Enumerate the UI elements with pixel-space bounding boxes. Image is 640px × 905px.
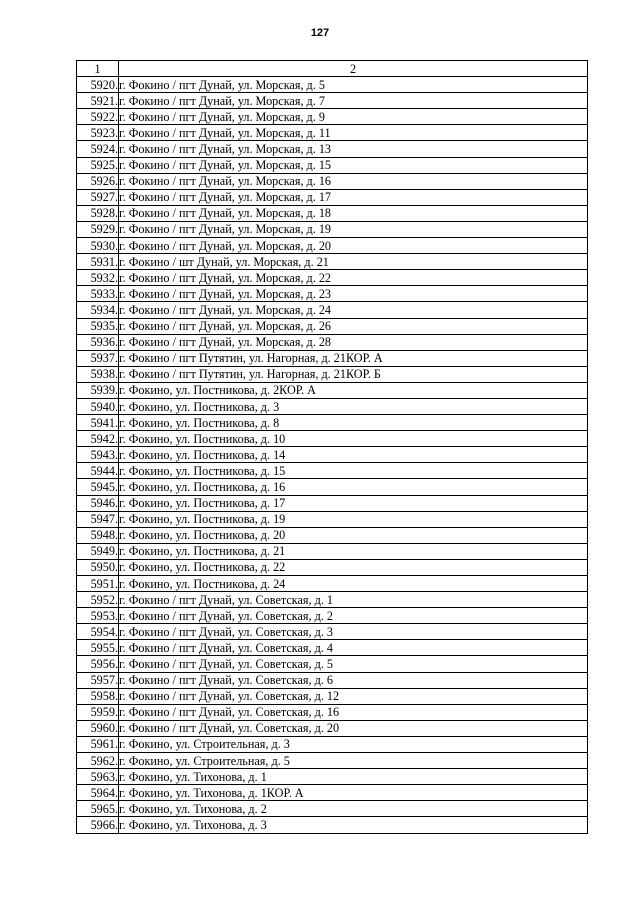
row-number: 5961. xyxy=(77,736,119,752)
table-row xyxy=(77,189,588,205)
table-row xyxy=(77,495,588,511)
table-row xyxy=(77,527,588,543)
row-address: г. Фокино, ул. Постникова, д. 17 xyxy=(119,495,588,511)
table-row xyxy=(77,270,588,286)
table-row xyxy=(77,624,588,640)
row-number: 5922. xyxy=(77,109,119,125)
table-row xyxy=(77,398,588,414)
table-header-row xyxy=(77,61,588,77)
row-address: г. Фокино, ул. Постникова, д. 21 xyxy=(119,543,588,559)
table-row xyxy=(77,511,588,527)
row-address: г. Фокино / пгт Путятин, ул. Нагорная, д. 21КОР. А xyxy=(119,350,588,366)
table-row xyxy=(77,753,588,769)
row-address: г. Фокино / пгт Дунай, ул. Советская, д. 2 xyxy=(119,608,588,624)
row-number: 5952. xyxy=(77,592,119,608)
row-number: 5924. xyxy=(77,141,119,157)
row-address: г. Фокино / пгт Дунай, ул. Морская, д. 16 xyxy=(119,173,588,189)
row-address: г. Фокино, ул. Постникова, д. 22 xyxy=(119,559,588,575)
row-number: 5920. xyxy=(77,77,119,93)
page-number: 127 xyxy=(310,27,330,39)
row-address: г. Фокино, ул. Строительная, д. 3 xyxy=(119,736,588,752)
row-number: 5942. xyxy=(77,431,119,447)
address-table xyxy=(76,60,588,834)
row-address: г. Фокино / пгт Дунай, ул. Советская, д. 4 xyxy=(119,640,588,656)
row-address: г. Фокино, ул. Строительная, д. 5 xyxy=(119,753,588,769)
row-address: г. Фокино / пгт Дунай, ул. Советская, д. 1 xyxy=(119,592,588,608)
row-number: 5953. xyxy=(77,608,119,624)
row-address: г. Фокино, ул. Постникова, д. 24 xyxy=(119,576,588,592)
row-number: 5963. xyxy=(77,769,119,785)
row-number: 5956. xyxy=(77,656,119,672)
row-address: г. Фокино, ул. Постникова, д. 3 xyxy=(119,398,588,414)
table-row xyxy=(77,366,588,382)
table-row xyxy=(77,254,588,270)
table-row xyxy=(77,656,588,672)
row-number: 5949. xyxy=(77,543,119,559)
table-row xyxy=(77,125,588,141)
row-address: г. Фокино, ул. Постникова, д. 20 xyxy=(119,527,588,543)
row-number: 5934. xyxy=(77,302,119,318)
row-address: г. Фокино, ул. Постникова, д. 14 xyxy=(119,447,588,463)
table-row xyxy=(77,286,588,302)
table-row xyxy=(77,415,588,431)
row-number: 5966. xyxy=(77,817,119,833)
table-row xyxy=(77,704,588,720)
row-number: 5925. xyxy=(77,157,119,173)
row-address: г. Фокино, ул. Тихонова, д. 1 xyxy=(119,769,588,785)
row-address: г. Фокино / пгт Дунай, ул. Морская, д. 17 xyxy=(119,189,588,205)
row-number: 5923. xyxy=(77,125,119,141)
row-number: 5951. xyxy=(77,576,119,592)
row-number: 5959. xyxy=(77,704,119,720)
row-number: 5958. xyxy=(77,688,119,704)
row-address: г. Фокино / пгт Дунай, ул. Советская, д. 12 xyxy=(119,688,588,704)
table-row xyxy=(77,479,588,495)
row-number: 5938. xyxy=(77,366,119,382)
row-address: г. Фокино, ул. Тихонова, д. 1КОР. А xyxy=(119,785,588,801)
row-number: 5945. xyxy=(77,479,119,495)
table-row xyxy=(77,350,588,366)
row-address: г. Фокино / пгт Дунай, ул. Морская, д. 7 xyxy=(119,93,588,109)
row-address: г. Фокино / пгт Дунай, ул. Советская, д. 20 xyxy=(119,720,588,736)
table-row xyxy=(77,769,588,785)
row-address: г. Фокино, ул. Постникова, д. 10 xyxy=(119,431,588,447)
row-number: 5955. xyxy=(77,640,119,656)
row-address: г. Фокино / пгт Дунай, ул. Морская, д. 19 xyxy=(119,221,588,237)
table-row xyxy=(77,109,588,125)
table-row xyxy=(77,608,588,624)
row-address: г. Фокино / пгт Дунай, ул. Советская, д. 5 xyxy=(119,656,588,672)
table-row xyxy=(77,447,588,463)
table-row xyxy=(77,77,588,93)
row-number: 5937. xyxy=(77,350,119,366)
table-row xyxy=(77,672,588,688)
row-number: 5928. xyxy=(77,205,119,221)
row-address: г. Фокино, ул. Постникова, д. 8 xyxy=(119,415,588,431)
row-number: 5932. xyxy=(77,270,119,286)
table-row xyxy=(77,463,588,479)
table-row xyxy=(77,576,588,592)
table-row xyxy=(77,543,588,559)
row-number: 5965. xyxy=(77,801,119,817)
row-number: 5926. xyxy=(77,173,119,189)
row-number: 5940. xyxy=(77,398,119,414)
table-row xyxy=(77,334,588,350)
row-address: г. Фокино / пгт Дунай, ул. Морская, д. 28 xyxy=(119,334,588,350)
table-row xyxy=(77,221,588,237)
row-address: г. Фокино / пгт Дунай, ул. Морская, д. 13 xyxy=(119,141,588,157)
row-number: 5921. xyxy=(77,93,119,109)
table-row xyxy=(77,817,588,833)
row-address: г. Фокино / пгт Дунай, ул. Морская, д. 9 xyxy=(119,109,588,125)
row-number: 5946. xyxy=(77,495,119,511)
table-row xyxy=(77,157,588,173)
row-number: 5935. xyxy=(77,318,119,334)
row-number: 5960. xyxy=(77,720,119,736)
row-address: г. Фокино / шт Дунай, ул. Морская, д. 21 xyxy=(119,254,588,270)
row-number: 5931. xyxy=(77,254,119,270)
row-address: г. Фокино / пгт Дунай, ул. Морская, д. 26 xyxy=(119,318,588,334)
row-number: 5954. xyxy=(77,624,119,640)
table-row xyxy=(77,205,588,221)
table-row xyxy=(77,431,588,447)
row-number: 5927. xyxy=(77,189,119,205)
row-address: г. Фокино, ул. Постникова, д. 16 xyxy=(119,479,588,495)
table-row xyxy=(77,141,588,157)
table-body xyxy=(77,61,588,834)
table-row xyxy=(77,302,588,318)
table-row xyxy=(77,382,588,398)
row-number: 5933. xyxy=(77,286,119,302)
row-address: г. Фокино, ул. Тихонова, д. 3 xyxy=(119,817,588,833)
row-address: г. Фокино / пгт Дунай, ул. Морская, д. 5 xyxy=(119,77,588,93)
table-row xyxy=(77,93,588,109)
row-address: г. Фокино / пгт Путятин, ул. Нагорная, д. 21КОР. Б xyxy=(119,366,588,382)
table-row xyxy=(77,688,588,704)
row-number: 5929. xyxy=(77,221,119,237)
row-address: г. Фокино / пгт Дунай, ул. Советская, д. 6 xyxy=(119,672,588,688)
row-number: 5957. xyxy=(77,672,119,688)
table-row xyxy=(77,736,588,752)
row-number: 5947. xyxy=(77,511,119,527)
row-number: 5943. xyxy=(77,447,119,463)
row-address: г. Фокино, ул. Постникова, д. 19 xyxy=(119,511,588,527)
row-number: 5939. xyxy=(77,382,119,398)
row-number: 5936. xyxy=(77,334,119,350)
row-address: г. Фокино, ул. Постникова, д. 15 xyxy=(119,463,588,479)
row-address: г. Фокино / пгт Дунай, ул. Морская, д. 20 xyxy=(119,238,588,254)
row-number: 5950. xyxy=(77,559,119,575)
table-row xyxy=(77,720,588,736)
row-number: 5944. xyxy=(77,463,119,479)
table-row xyxy=(77,238,588,254)
column-header-1: 1 xyxy=(77,61,119,77)
row-address: г. Фокино / пгт Дунай, ул. Морская, д. 11 xyxy=(119,125,588,141)
row-address: г. Фокино / пгт Дунай, ул. Морская, д. 15 xyxy=(119,157,588,173)
row-address: г. Фокино / пгт Дунай, ул. Морская, д. 23 xyxy=(119,286,588,302)
row-address: г. Фокино / пгт Дунай, ул. Морская, д. 22 xyxy=(119,270,588,286)
table-row xyxy=(77,785,588,801)
table-row xyxy=(77,801,588,817)
row-number: 5930. xyxy=(77,238,119,254)
row-address: г. Фокино / пгт Дунай, ул. Морская, д. 24 xyxy=(119,302,588,318)
table-row xyxy=(77,173,588,189)
row-address: г. Фокино / пгт Дунай, ул. Советская, д. 3 xyxy=(119,624,588,640)
table-row xyxy=(77,640,588,656)
row-number: 5962. xyxy=(77,753,119,769)
table-row xyxy=(77,559,588,575)
row-number: 5948. xyxy=(77,527,119,543)
row-address: г. Фокино, ул. Постникова, д. 2КОР. А xyxy=(119,382,588,398)
row-number: 5941. xyxy=(77,415,119,431)
column-header-2: 2 xyxy=(119,61,588,77)
row-address: г. Фокино, ул. Тихонова, д. 2 xyxy=(119,801,588,817)
table-row xyxy=(77,592,588,608)
row-address: г. Фокино / пгт Дунай, ул. Советская, д. 16 xyxy=(119,704,588,720)
row-number: 5964. xyxy=(77,785,119,801)
table-row xyxy=(77,318,588,334)
row-address: г. Фокино / пгт Дунай, ул. Морская, д. 18 xyxy=(119,205,588,221)
